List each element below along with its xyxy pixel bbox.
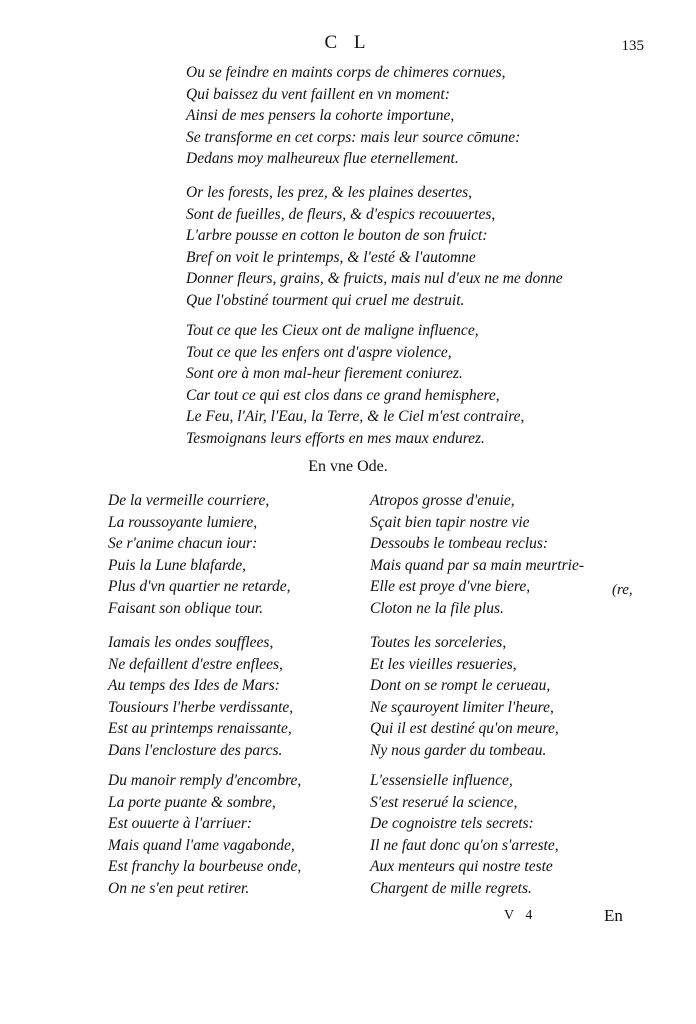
signature-mark: V 4 [504,908,537,923]
verse-line: Le Feu, l'Air, l'Eau, la Terre, & le Ciel m'est contraire, [186,408,525,425]
verse-line: Ny nous garder du tombeau. [370,741,547,759]
verse-line: Du manoir remply d'encombre, [108,772,302,789]
verse-line: Au temps des Ides de Mars: [108,677,280,694]
line-continuation: (re, [612,582,633,598]
verse-line: Dessoubs le tombeau reclus: [370,535,549,552]
verse-line: Qui baissez du vent faillent en vn moment: [186,85,450,103]
verse-line: Bref on voit le printemps, & l'esté & l'automne [186,248,476,266]
verse-line: Ne defaillent d'estre enflees, [108,655,283,673]
ode-right-stanza-3 [370,770,640,899]
verse-line: Tousiours l'herbe verdissante, [108,698,294,716]
page-number: 135 [621,38,644,54]
running-title: C L [324,32,372,53]
verse-line: Plus d'vn quartier ne retarde, [108,578,291,595]
verse-line: Il ne faut donc qu'on s'arreste, [370,836,559,854]
verse-line: Et les vieilles resueries, [370,655,517,673]
ode-left-stanza-3 [108,770,358,899]
verse-line: Toutes les sorceleries, [370,634,507,651]
verse-line: Ne sçauroyent limiter l'heure, [370,698,554,716]
verse-line: La roussoyante lumiere, [108,513,258,531]
verse-line: Ainsi de mes pensers la cohorte importune, [186,107,455,124]
verse-line: Aux menteurs qui nostre teste [370,858,553,875]
verse-line: Mais quand l'ame vagabonde, [108,836,295,854]
verse-line: Cloton ne la file plus. [370,599,504,617]
verse-line: Mais quand par sa main meurtrie- [370,556,584,574]
verse-line: Puis la Lune blafarde, [108,556,247,574]
verse-line: Faisant son oblique tour. [108,599,264,617]
ode-right-stanza-2 [370,632,640,761]
sonnet-stanza-2 [186,182,646,311]
verse-line: Sçait bien tapir nostre vie [370,513,530,531]
verse-line: Tout ce que les Cieux ont de maligne influence, [186,322,479,339]
ode-left-stanza-2 [108,632,358,761]
verse-line: De cognoistre tels secrets: [370,815,534,832]
verse-line: Car tout ce qui est clos dans ce grand hemisphere, [186,386,500,404]
verse-line: Or les forests, les prez, & les plaines desertes, [186,184,473,201]
verse-line: Atropos grosse d'enuie, [370,492,515,509]
verse-line: Se transforme en cet corps: mais leur source cōmune: [186,128,521,146]
verse-line: Que l'obstiné tourment qui cruel me destruit. [186,291,465,309]
verse-line: Sont de fueilles, de fleurs, & d'espics recouuertes, [186,205,496,223]
catchword: En [604,906,623,925]
verse-line: L'arbre pousse en cotton le bouton de son fruict: [186,227,488,244]
verse-line: Iamais les ondes soufflees, [108,634,274,651]
verse-line: La porte puante & sombre, [108,793,276,811]
verse-line: S'est reserué la science, [370,793,518,811]
verse-line: Est au printemps renaissante, [108,720,292,737]
verse-line: Ou se feindre en maints corps de chimeres cornues, [186,64,506,81]
verse-line: Tout ce que les enfers ont d'aspre violence, [186,343,452,361]
verse-line: Tesmoignans leurs efforts en mes maux endurez. [186,429,485,447]
verse-line: L'essensielle influence, [370,772,513,789]
verse-line: Donner fleurs, grains, & fruicts, mais nul d'eux ne me donne [186,270,563,287]
verse-line: Dans l'enclosture des parcs. [108,741,283,759]
verse-line: Dont on se rompt le cerueau, [370,677,551,694]
verse-line: Qui il est destiné qu'on meure, [370,720,559,737]
verse-line: Chargent de mille regrets. [370,879,532,897]
verse-line: Sont ore à mon mal-heur fierement coniurez. [186,365,463,382]
ode-right-stanza-1 [370,490,640,619]
sonnet-stanza-1 [186,62,646,170]
verse-line: Elle est proye d'vne biere, [370,578,531,595]
ode-heading: En vne Ode. [308,458,388,475]
verse-line: Dedans moy malheureux flue eternellement. [186,150,459,167]
verse-line: Est ouuerte à l'arriuer: [108,815,253,832]
verse-line: De la vermeille courriere, [108,492,270,509]
sonnet-stanza-3 [186,320,646,449]
verse-line: On ne s'en peut retirer. [108,879,250,897]
ode-left-stanza-1 [108,490,358,619]
verse-line: Est franchy la bourbeuse onde, [108,858,302,875]
verse-line: Se r'anime chacun iour: [108,535,258,552]
